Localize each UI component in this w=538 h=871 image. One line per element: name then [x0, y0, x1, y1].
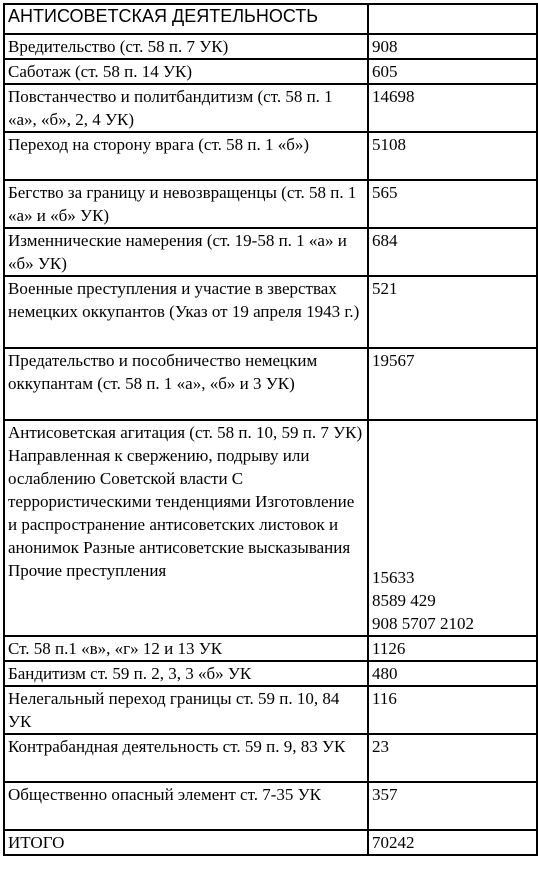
statistics-table: [3, 3, 538, 856]
row-value: 19567: [368, 348, 537, 420]
row-value: 5108: [368, 132, 537, 180]
row-label: Изменнические намерения (ст. 19-58 п. 1 «а» и «б» УК): [4, 228, 368, 276]
row-value: 357: [368, 782, 537, 830]
table-header-row: [4, 4, 537, 34]
agitation-values: [368, 420, 537, 636]
row-value: 480: [368, 661, 537, 686]
row-value: 1126: [368, 636, 537, 661]
row-label: Военные преступления и участие в зверствах немецких оккупантов (Указ от 19 апреля 1943 г.): [4, 276, 368, 348]
table-row: [4, 228, 537, 276]
table-row: [4, 348, 537, 420]
row-label: Нелегальный переход границы ст. 59 п. 10, 84 УК: [4, 686, 368, 734]
table-row: [4, 84, 537, 132]
table-row: [4, 59, 537, 84]
row-label: Вредительство (ст. 58 п. 7 УК): [4, 34, 368, 59]
table-row: [4, 734, 537, 782]
table-row: [4, 132, 537, 180]
row-value: 23: [368, 734, 537, 782]
table-row: [4, 276, 537, 348]
agitation-label: Антисоветская агитация (ст. 58 п. 10, 59 п. 7 УК) Направленная к свержению, подрыву или ослаблению Советской власти С террористическими тенденциями Изготовление и распространение антисоветских листовок и анонимок Разные антисоветские высказывания Прочие преступления: [4, 420, 368, 636]
table-row: [4, 686, 537, 734]
row-label: Бандитизм ст. 59 п. 2, 3, 3 «б» УК: [4, 661, 368, 686]
agitation-value: 908 5707 2102: [372, 614, 474, 633]
row-value: 908: [368, 34, 537, 59]
table-row: [4, 180, 537, 228]
table-row: [4, 782, 537, 830]
header-title: АНТИСОВЕТСКАЯ ДЕЯТЕЛЬНОСТЬ: [4, 4, 368, 34]
row-label: Контрабандная деятельность ст. 59 п. 9, 83 УК: [4, 734, 368, 782]
total-label: ИТОГО: [4, 830, 368, 855]
row-label: Предательство и пособничество немецким оккупантам (ст. 58 п. 1 «а», «б» и 3 УК): [4, 348, 368, 420]
row-value: 521: [368, 276, 537, 348]
table-row: [4, 636, 537, 661]
agitation-value: 8589 429: [372, 591, 436, 610]
row-value: 605: [368, 59, 537, 84]
row-value: 565: [368, 180, 537, 228]
agitation-value: 15633: [372, 568, 415, 587]
row-label: Повстанчество и политбандитизм (ст. 58 п. 1 «а», «б», 2, 4 УК): [4, 84, 368, 132]
row-label: Бегство за границу и невозвращенцы (ст. 58 п. 1 «а» и «б» УК): [4, 180, 368, 228]
row-label: Ст. 58 п.1 «в», «г» 12 и 13 УК: [4, 636, 368, 661]
row-label: Общественно опасный элемент ст. 7-35 УК: [4, 782, 368, 830]
table-row: [4, 34, 537, 59]
total-value: 70242: [368, 830, 537, 855]
row-value: 684: [368, 228, 537, 276]
row-label: Саботаж (ст. 58 п. 14 УК): [4, 59, 368, 84]
row-value: 14698: [368, 84, 537, 132]
row-label: Переход на сторону врага (ст. 58 п. 1 «б»): [4, 132, 368, 180]
header-value: [368, 4, 537, 34]
table-row-agitation: [4, 420, 537, 636]
table-row: [4, 661, 537, 686]
table-row-total: [4, 830, 537, 855]
row-value: 116: [368, 686, 537, 734]
